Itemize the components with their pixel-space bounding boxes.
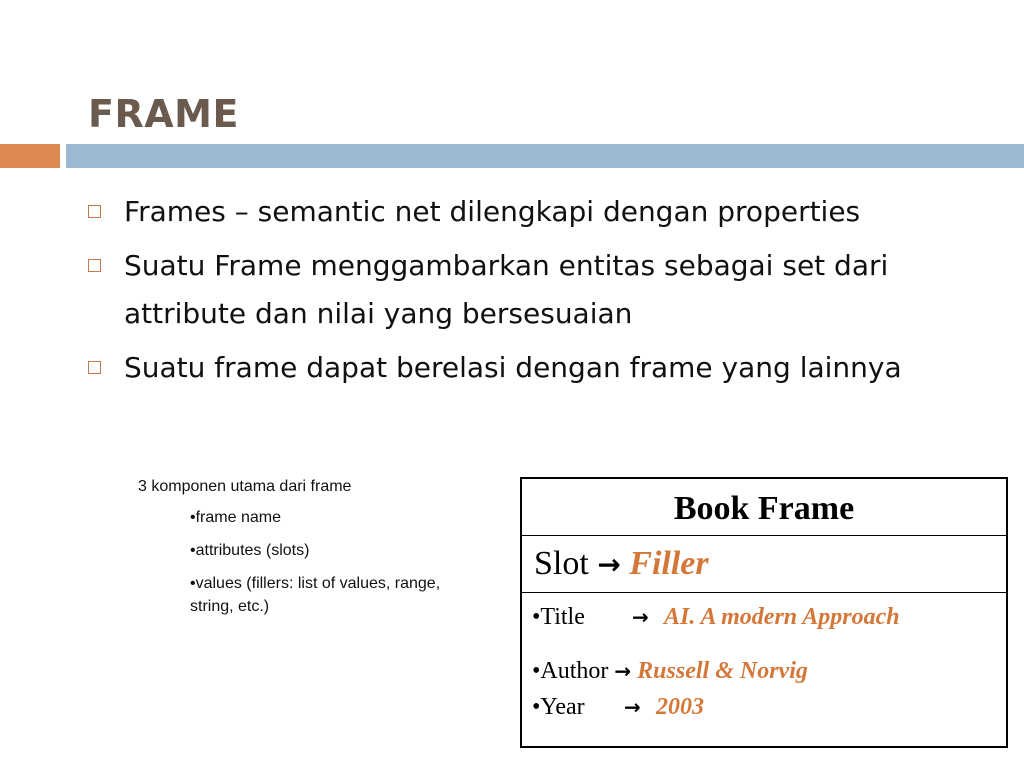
slot-name: •Author [532,658,609,684]
slot-name: •Year [532,694,585,720]
title-accent-bar-orange [0,144,60,168]
right-arrow-icon: → [614,659,632,683]
components-heading: 3 komponen utama dari frame [138,478,352,495]
bullet-text: Suatu Frame menggambarkan entitas sebagai set dari attribute dan nilai yang bersesuaian [124,249,889,330]
frame-row-author [532,653,1006,689]
component-item: •values (fillers: list of values, range, string, etc.) [190,575,441,615]
slot-name: •Title [532,604,585,630]
frame-row-title [532,599,1006,635]
slot-label: Slot [534,545,589,582]
slot-filler-row [522,536,1006,593]
frame-components-note [138,478,468,628]
bullet-list [88,188,938,398]
component-item: •attributes (slots) [190,542,310,559]
square-bullet-icon [88,259,101,272]
frame-slot-values [522,593,1006,725]
square-bullet-icon [88,205,101,218]
title-accent-bar-blue [66,144,1024,168]
bullet-text: Suatu frame dapat berelasi dengan frame yang lainnya [124,351,902,384]
frame-table-header: Book Frame [522,479,1006,536]
right-arrow-icon: → [632,605,649,629]
square-bullet-icon [88,361,101,374]
filler-label: Filler [629,545,709,582]
component-item: •frame name [190,509,281,526]
slide-title: FRAME [88,92,239,136]
slot-value: 2003 [656,694,704,720]
frame-row-year [532,689,1006,725]
book-frame-table [520,477,1008,748]
bullet-item [88,344,938,392]
bullet-item [88,188,938,236]
bullet-text: Frames – semantic net dilengkapi dengan properties [124,195,861,228]
slot-value: AI. A modern Approach [664,604,900,630]
slot-value: Russell & Norvig [637,658,808,684]
right-arrow-icon: → [624,695,641,719]
right-arrow-icon: → [597,548,621,581]
bullet-item [88,242,938,338]
